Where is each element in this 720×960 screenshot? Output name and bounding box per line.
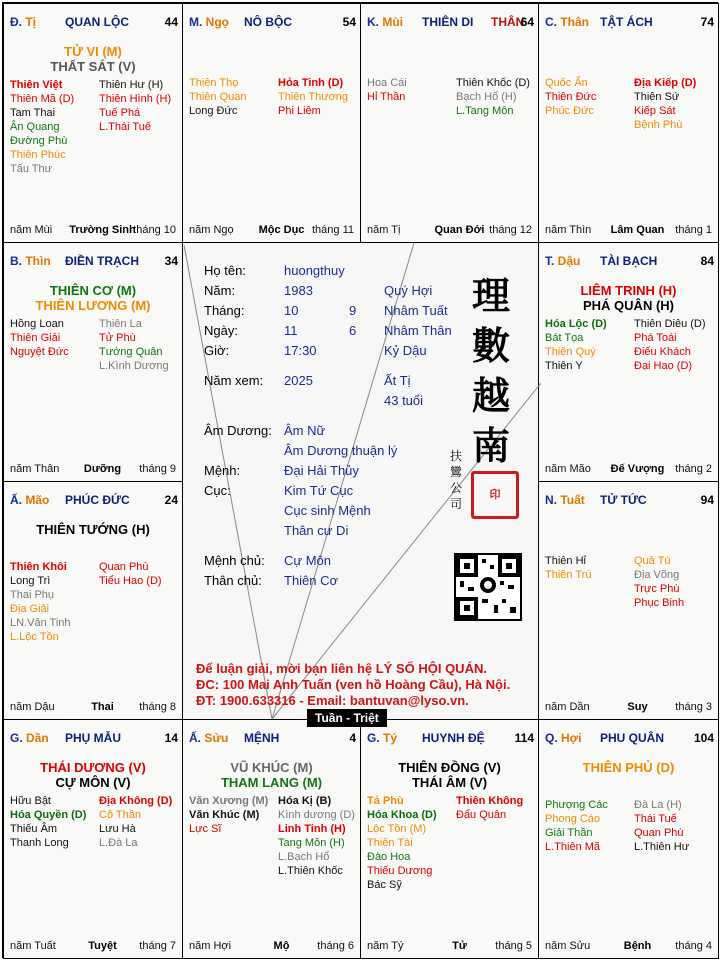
major-star-1: THIÊN TƯỚNG (H) bbox=[36, 522, 150, 537]
minor-star: Thiên Thương bbox=[278, 91, 349, 103]
minor-star: Văn Xương (M) bbox=[189, 795, 269, 807]
palace-name: ĐIỀN TRẠCH bbox=[65, 254, 139, 268]
minor-star: Tam Thai bbox=[10, 107, 56, 119]
minor-stars-right bbox=[634, 76, 696, 132]
minor-star: Thiên Khôi bbox=[10, 561, 67, 573]
minor-stars-left bbox=[10, 560, 71, 644]
minor-star: Thiên Quan bbox=[189, 91, 247, 103]
chart-center-info bbox=[184, 243, 541, 721]
major-star-1: THIÊN PHỦ (D) bbox=[582, 760, 675, 775]
palace-phuc-duc[interactable] bbox=[3, 481, 183, 720]
palace-name: TÀI BẠCH bbox=[600, 254, 658, 268]
minor-stars-right bbox=[99, 78, 171, 134]
palace-header bbox=[367, 731, 534, 747]
minor-star: L.Lộc Tồn bbox=[10, 631, 59, 643]
palace-huynh-de[interactable] bbox=[360, 719, 539, 959]
minor-star: Thiên Hỉ bbox=[545, 555, 586, 567]
palace-phase: Bệnh bbox=[623, 940, 652, 952]
minor-stars-right bbox=[634, 554, 684, 610]
major-star-1: LIÊM TRINH (H) bbox=[580, 283, 677, 298]
palace-footer bbox=[545, 224, 712, 238]
label-gio: Giờ: bbox=[204, 343, 230, 358]
minor-star: Phi Liêm bbox=[278, 105, 321, 117]
palace-year: năm Tuất bbox=[10, 940, 56, 952]
label-ngay: Ngày: bbox=[204, 323, 238, 338]
palace-name: PHU QUÂN bbox=[600, 731, 665, 745]
minor-star: Hóa Kị (B) bbox=[278, 795, 332, 807]
palace-phase: Trường Sinh bbox=[69, 224, 136, 236]
label-menh: Mệnh: bbox=[204, 463, 241, 478]
value-ngay-am: 6 bbox=[349, 323, 357, 338]
minor-star: L.Thiên Mã bbox=[545, 841, 601, 853]
minor-stars-left bbox=[10, 317, 69, 359]
major-star-1: THÁI DƯƠNG (V) bbox=[40, 760, 146, 775]
minor-star: Thiên Quý bbox=[545, 346, 596, 358]
major-star-2: CỰ MÔN (V) bbox=[55, 775, 131, 790]
palace-header bbox=[10, 15, 178, 31]
palace-header bbox=[545, 731, 714, 747]
contact-line-1: Để luận giải, mời bạn liên hệ LÝ SỐ HỘI QUÁN. bbox=[196, 661, 487, 676]
minor-star: Văn Khúc (M) bbox=[189, 809, 260, 821]
minor-star: Hóa Khoa (D) bbox=[367, 809, 437, 821]
palace-name: HUYNH ĐỆ bbox=[422, 731, 485, 745]
palace-name: MỆNH bbox=[244, 731, 280, 745]
palace-header bbox=[10, 254, 178, 270]
palace-month: tháng 6 bbox=[317, 940, 354, 952]
tu-vi-chart bbox=[2, 2, 718, 958]
minor-star: Địa Giải bbox=[10, 603, 50, 615]
palace-year: năm Sửu bbox=[545, 940, 591, 952]
palace-footer bbox=[10, 463, 176, 477]
value-ngay-can: Nhâm Thân bbox=[384, 323, 452, 338]
palace-month: tháng 11 bbox=[311, 224, 354, 236]
palace-month: tháng 8 bbox=[139, 701, 176, 713]
minor-star: Cô Thần bbox=[99, 809, 141, 821]
minor-star: Hỏa Tinh (D) bbox=[278, 77, 344, 89]
minor-star: Hồng Loan bbox=[10, 318, 64, 330]
label-ho-ten: Họ tên: bbox=[204, 263, 246, 278]
major-star-1: TỬ VI (M) bbox=[64, 44, 122, 59]
value-gio: 17:30 bbox=[284, 343, 317, 358]
palace-age: 74 bbox=[700, 15, 714, 29]
minor-stars-right bbox=[99, 560, 162, 588]
palace-tat-ach[interactable] bbox=[538, 3, 719, 243]
palace-phase: Dưỡng bbox=[83, 463, 122, 475]
contact-line-3[interactable]: ĐT: 1900.633316 - Email: bantuvan@lyso.vn. bbox=[196, 693, 469, 708]
palace-age: 94 bbox=[700, 493, 714, 507]
minor-star: Kình dương (D) bbox=[278, 809, 355, 821]
minor-star: L.Thiên Khốc bbox=[278, 865, 343, 877]
minor-star: Thiên Thọ bbox=[189, 77, 239, 89]
minor-star: Thiên Không bbox=[456, 795, 524, 807]
minor-star: Lưu Hà bbox=[99, 823, 136, 835]
palace-phase: Tuyệt bbox=[88, 940, 117, 952]
minor-star: Lộc Tồn (M) bbox=[367, 823, 427, 835]
palace-name: PHỤ MẪU bbox=[65, 731, 121, 745]
minor-stars-right bbox=[99, 794, 172, 850]
palace-header bbox=[545, 493, 714, 509]
palace-name: TỬ TỨC bbox=[600, 493, 647, 507]
palace-name: QUAN LỘC bbox=[65, 15, 129, 29]
palace-month: tháng 9 bbox=[139, 463, 176, 475]
palace-year: năm Dậu bbox=[10, 701, 55, 713]
palace-position: Q. Hợi bbox=[545, 731, 582, 745]
minor-star: Thai Phụ bbox=[10, 589, 55, 601]
palace-month: tháng 4 bbox=[675, 940, 712, 952]
major-star-2: PHÁ QUÂN (H) bbox=[583, 298, 674, 313]
minor-star: Thiên Phúc bbox=[10, 149, 66, 161]
palace-header bbox=[545, 254, 714, 270]
major-star-2: THẤT SÁT (V) bbox=[50, 59, 136, 74]
palace-position: T. Dậu bbox=[545, 254, 581, 268]
minor-star: Thiên Y bbox=[545, 360, 583, 372]
major-star-2: THIÊN LƯƠNG (M) bbox=[35, 298, 151, 313]
palace-footer bbox=[10, 701, 176, 715]
palace-footer bbox=[545, 463, 712, 477]
palace-header bbox=[189, 731, 356, 747]
minor-star: Kiếp Sát bbox=[634, 105, 676, 117]
minor-star: Quan Phù bbox=[99, 561, 149, 573]
palace-dien-trach[interactable] bbox=[3, 242, 183, 482]
palace-year: năm Thân bbox=[10, 463, 60, 475]
value-nam-xem: 2025 bbox=[284, 373, 313, 388]
minor-star: Phúc Đức bbox=[545, 105, 594, 117]
palace-year: năm Mão bbox=[545, 463, 591, 475]
minor-star: Thiếu Dương bbox=[367, 865, 433, 877]
minor-star: L.Kình Dương bbox=[99, 360, 169, 372]
calligraphy-char-3: 越 bbox=[472, 373, 511, 418]
minor-star: Hóa Lộc (D) bbox=[545, 318, 607, 330]
minor-stars-right bbox=[634, 317, 706, 373]
minor-star: Lực Sĩ bbox=[189, 823, 222, 835]
minor-star: Tấu Thư bbox=[10, 163, 53, 175]
value-nam-xem-can: Ất Tị bbox=[384, 373, 411, 388]
minor-stars-left bbox=[189, 76, 246, 118]
palace-month: tháng 2 bbox=[675, 463, 712, 475]
palace-footer bbox=[367, 940, 532, 954]
palace-position: Ấ. Mão bbox=[10, 493, 50, 507]
minor-star: Long Đức bbox=[189, 105, 238, 117]
minor-star: Bạch Hổ (H) bbox=[456, 91, 517, 103]
minor-star: Đại Hao (D) bbox=[634, 360, 693, 372]
palace-phase: Suy bbox=[627, 701, 648, 713]
minor-star: Địa Võng bbox=[634, 569, 680, 581]
value-thang: 10 bbox=[284, 303, 299, 318]
value-nam: 1983 bbox=[284, 283, 313, 298]
palace-age: 114 bbox=[514, 731, 534, 745]
major-star-2: THÁI ÂM (V) bbox=[411, 775, 488, 790]
minor-star: Thiên Hư (H) bbox=[99, 79, 164, 91]
minor-star: Phục Binh bbox=[634, 597, 685, 609]
palace-year: năm Dần bbox=[545, 701, 590, 713]
minor-stars-left bbox=[367, 76, 407, 104]
minor-star: Tướng Quân bbox=[99, 346, 163, 358]
palace-position: K. Mùi bbox=[367, 15, 404, 29]
minor-star: Tử Phù bbox=[99, 332, 136, 344]
minor-star: L.Tang Môn bbox=[456, 105, 514, 117]
minor-stars-right bbox=[456, 794, 523, 822]
minor-star: L.Thiên Hư bbox=[634, 841, 690, 853]
palace-thien-di[interactable] bbox=[360, 3, 539, 243]
palace-phase: Quan Đới bbox=[434, 224, 485, 236]
minor-star: Ân Quang bbox=[10, 121, 60, 133]
palace-footer bbox=[367, 224, 532, 238]
label-than-chu: Thân chủ: bbox=[204, 573, 262, 588]
palace-phu-quan[interactable] bbox=[538, 719, 719, 959]
minor-stars-left bbox=[545, 798, 608, 854]
label-nam: Năm: bbox=[204, 283, 236, 298]
minor-star: Hóa Quyền (D) bbox=[10, 809, 87, 821]
minor-star: Giải Thần bbox=[545, 827, 593, 839]
minor-stars-right bbox=[456, 76, 530, 118]
palace-header bbox=[367, 15, 534, 31]
minor-star: Thiên Giải bbox=[10, 332, 61, 344]
palace-age: 84 bbox=[700, 254, 714, 268]
palace-footer bbox=[10, 940, 176, 954]
minor-star: Thiên Đức bbox=[545, 91, 597, 103]
minor-star: L.Đà La bbox=[99, 837, 138, 849]
value-thang-can: Nhâm Tuất bbox=[384, 303, 448, 318]
qr-code-icon bbox=[456, 555, 520, 619]
palace-age: 24 bbox=[164, 493, 178, 507]
label-am-duong: Âm Dương: bbox=[204, 423, 272, 438]
value-cuc: Kim Tứ Cục bbox=[284, 483, 354, 498]
palace-month: tháng 1 bbox=[675, 224, 712, 236]
minor-star: Thiên Sứ bbox=[634, 91, 680, 103]
minor-star: Phượng Các bbox=[545, 799, 608, 811]
palace-year: năm Ngọ bbox=[189, 224, 234, 236]
minor-star: Thiếu Âm bbox=[10, 823, 58, 835]
minor-star: Thiên Trù bbox=[545, 569, 592, 581]
palace-phase: Tử bbox=[452, 940, 467, 952]
minor-stars-right bbox=[634, 798, 689, 854]
minor-star: L.Bạch Hổ bbox=[278, 851, 330, 863]
palace-age: 4 bbox=[349, 731, 356, 745]
minor-star: Đà La (H) bbox=[634, 799, 682, 811]
major-star-1: THIÊN CƠ (M) bbox=[49, 283, 137, 298]
value-am-duong: Âm Nữ bbox=[284, 423, 326, 438]
major-star-2: THAM LANG (M) bbox=[220, 775, 323, 790]
palace-age: 44 bbox=[164, 15, 178, 29]
minor-star: Tuế Phá bbox=[99, 107, 141, 119]
minor-stars-right bbox=[278, 76, 348, 118]
minor-stars-left bbox=[367, 794, 437, 892]
palace-age: 104 bbox=[693, 731, 714, 745]
minor-stars-right bbox=[278, 794, 355, 878]
minor-star: Thiên Hình (H) bbox=[99, 93, 172, 105]
minor-star: Thiên Khốc (D) bbox=[456, 77, 530, 89]
palace-month: tháng 12 bbox=[489, 224, 532, 236]
minor-star: Đào Hoa bbox=[367, 851, 411, 863]
palace-header bbox=[10, 731, 178, 747]
palace-age: 64 bbox=[520, 15, 534, 29]
palace-position: Ấ. Sửu bbox=[189, 731, 229, 745]
minor-star: Địa Kiếp (D) bbox=[634, 77, 697, 89]
palace-year: năm Mùi bbox=[10, 224, 53, 236]
seal-stamp: 印 bbox=[471, 471, 519, 519]
palace-phase: Đế Vượng bbox=[610, 463, 665, 475]
major-star-1: THIÊN ĐỒNG (V) bbox=[398, 760, 501, 775]
palace-month: tháng 7 bbox=[139, 940, 176, 952]
value-cuc-sinh-menh: Cục sinh Mệnh bbox=[284, 503, 371, 518]
palace-tai-bach[interactable] bbox=[538, 242, 719, 482]
palace-phase: Lâm Quan bbox=[610, 224, 665, 236]
contact-line-2: ĐC: 100 Mai Anh Tuấn (ven hồ Hoàng Cầu), Hà Nội. bbox=[196, 677, 511, 692]
palace-position: G. Tý bbox=[367, 731, 398, 745]
value-tuoi: 43 tuổi bbox=[384, 393, 424, 408]
minor-star: Trực Phù bbox=[634, 583, 680, 595]
minor-star: Quốc Ấn bbox=[545, 77, 588, 89]
palace-position: G. Dần bbox=[10, 731, 49, 745]
minor-stars-left bbox=[545, 317, 607, 373]
label-cuc: Cục: bbox=[204, 483, 231, 498]
calligraphy-char-4: 南 bbox=[472, 423, 511, 468]
palace-phase: Thai bbox=[91, 701, 114, 713]
minor-star: Long Trì bbox=[10, 575, 51, 587]
palace-phase: Mộc Dục bbox=[258, 224, 305, 236]
palace-position: N. Tuất bbox=[545, 493, 585, 507]
value-than-chu: Thiên Cơ bbox=[284, 573, 339, 588]
minor-star: LN.Văn Tinh bbox=[10, 617, 71, 629]
minor-star: Hữu Bật bbox=[10, 795, 51, 807]
major-star-1: VŨ KHÚC (M) bbox=[230, 760, 313, 775]
label-thang: Tháng: bbox=[204, 303, 245, 318]
palace-month: tháng 10 bbox=[133, 224, 176, 236]
palace-year: năm Tý bbox=[367, 940, 404, 952]
minor-star: Thiên Diêu (D) bbox=[634, 318, 706, 330]
palace-header bbox=[189, 15, 356, 31]
palace-position: C. Thân bbox=[545, 15, 590, 29]
value-thang-am: 9 bbox=[349, 303, 357, 318]
palace-footer bbox=[189, 224, 354, 238]
minor-star: Thiên La bbox=[99, 318, 142, 330]
minor-stars-right bbox=[99, 317, 169, 373]
minor-star: Tang Môn (H) bbox=[278, 837, 345, 849]
value-menh-chu: Cự Môn bbox=[284, 553, 331, 568]
palace-name: TẬT ÁCH bbox=[600, 15, 653, 29]
palace-name: NÔ BỘC bbox=[244, 15, 292, 29]
palace-name: THIÊN DI bbox=[422, 15, 474, 29]
palace-footer bbox=[545, 940, 712, 954]
minor-stars-left bbox=[189, 794, 268, 836]
minor-star: Thiên Mã (D) bbox=[10, 93, 75, 105]
qr-code[interactable] bbox=[454, 553, 522, 621]
palace-header bbox=[545, 15, 714, 31]
palace-month: tháng 3 bbox=[675, 701, 712, 713]
value-nam-can: Quý Hợi bbox=[384, 283, 433, 298]
palace-year: năm Thìn bbox=[545, 224, 592, 236]
value-menh: Đại Hải Thủy bbox=[284, 463, 359, 478]
palace-year: năm Tị bbox=[367, 224, 401, 236]
palace-age: 54 bbox=[342, 15, 356, 29]
minor-star: L.Thái Tuế bbox=[99, 121, 151, 133]
calligraphy-char-2: 數 bbox=[472, 323, 511, 368]
palace-menh[interactable] bbox=[182, 719, 361, 959]
label-nam-xem: Năm xem: bbox=[204, 373, 264, 388]
palace-name: PHÚC ĐỨC bbox=[65, 493, 130, 507]
palace-footer bbox=[10, 224, 176, 238]
tuan-triet-badge: Tuần - Triệt bbox=[307, 709, 387, 727]
palace-month: tháng 5 bbox=[495, 940, 532, 952]
minor-star: Thiên Tài bbox=[367, 837, 413, 849]
minor-stars-left bbox=[10, 794, 86, 850]
minor-star: Phá Toái bbox=[634, 332, 677, 344]
minor-star: Phong Cáo bbox=[545, 813, 601, 825]
palace-year: năm Hợi bbox=[189, 940, 232, 952]
minor-star: Thanh Long bbox=[10, 837, 69, 849]
minor-star: Thiên Việt bbox=[10, 79, 63, 91]
minor-stars-left bbox=[10, 78, 74, 176]
minor-star: Linh Tinh (H) bbox=[278, 823, 346, 835]
minor-stars-left bbox=[545, 76, 596, 118]
minor-star: Đường Phù bbox=[10, 135, 68, 147]
palace-position: B. Thìn bbox=[10, 254, 51, 268]
minor-star: Hoa Cái bbox=[367, 77, 407, 89]
minor-star: Thái Tuế bbox=[634, 813, 677, 825]
minor-star: Nguyệt Đức bbox=[10, 346, 69, 358]
palace-phase: Mộ bbox=[273, 940, 290, 952]
minor-star: Địa Không (D) bbox=[99, 795, 173, 807]
palace-footer bbox=[545, 701, 712, 715]
palace-quan-loc[interactable] bbox=[3, 3, 183, 243]
palace-header bbox=[10, 493, 178, 509]
minor-star: Đẩu Quân bbox=[456, 809, 507, 821]
palace-position: M. Ngọ bbox=[189, 15, 229, 29]
minor-star: Bát Tọa bbox=[545, 332, 584, 344]
calligraphy-char-1: 理 bbox=[472, 273, 511, 318]
minor-star: Quả Tú bbox=[634, 555, 671, 567]
palace-phu-mau[interactable] bbox=[3, 719, 183, 959]
palace-no-boc[interactable] bbox=[182, 3, 361, 243]
palace-age: 14 bbox=[164, 731, 178, 745]
minor-stars-left bbox=[545, 554, 591, 582]
calligraphy-small: 扶鸞公司 bbox=[450, 449, 463, 511]
value-ngay: 11 bbox=[284, 323, 298, 338]
minor-star: Quan Phù bbox=[634, 827, 684, 839]
value-ho-ten: huongthuy bbox=[284, 263, 345, 278]
than-marker: THÂN bbox=[491, 15, 525, 29]
value-than-cu: Thân cư Di bbox=[284, 523, 349, 538]
value-am-duong-ly: Âm Dương thuận lý bbox=[284, 443, 398, 458]
value-gio-can: Kỷ Dậu bbox=[384, 343, 427, 358]
minor-star: Bệnh Phù bbox=[634, 119, 683, 131]
label-menh-chu: Mệnh chủ: bbox=[204, 553, 265, 568]
minor-star: Tả Phù bbox=[367, 795, 404, 807]
palace-footer bbox=[189, 940, 354, 954]
palace-age: 34 bbox=[164, 254, 178, 268]
minor-star: Bác Sỹ bbox=[367, 879, 402, 891]
palace-tu-tuc[interactable] bbox=[538, 481, 719, 720]
minor-star: Điếu Khách bbox=[634, 346, 691, 358]
minor-star: Hỉ Thần bbox=[367, 91, 406, 103]
palace-position: Đ. Tị bbox=[10, 15, 37, 29]
minor-star: Tiểu Hao (D) bbox=[99, 575, 162, 587]
